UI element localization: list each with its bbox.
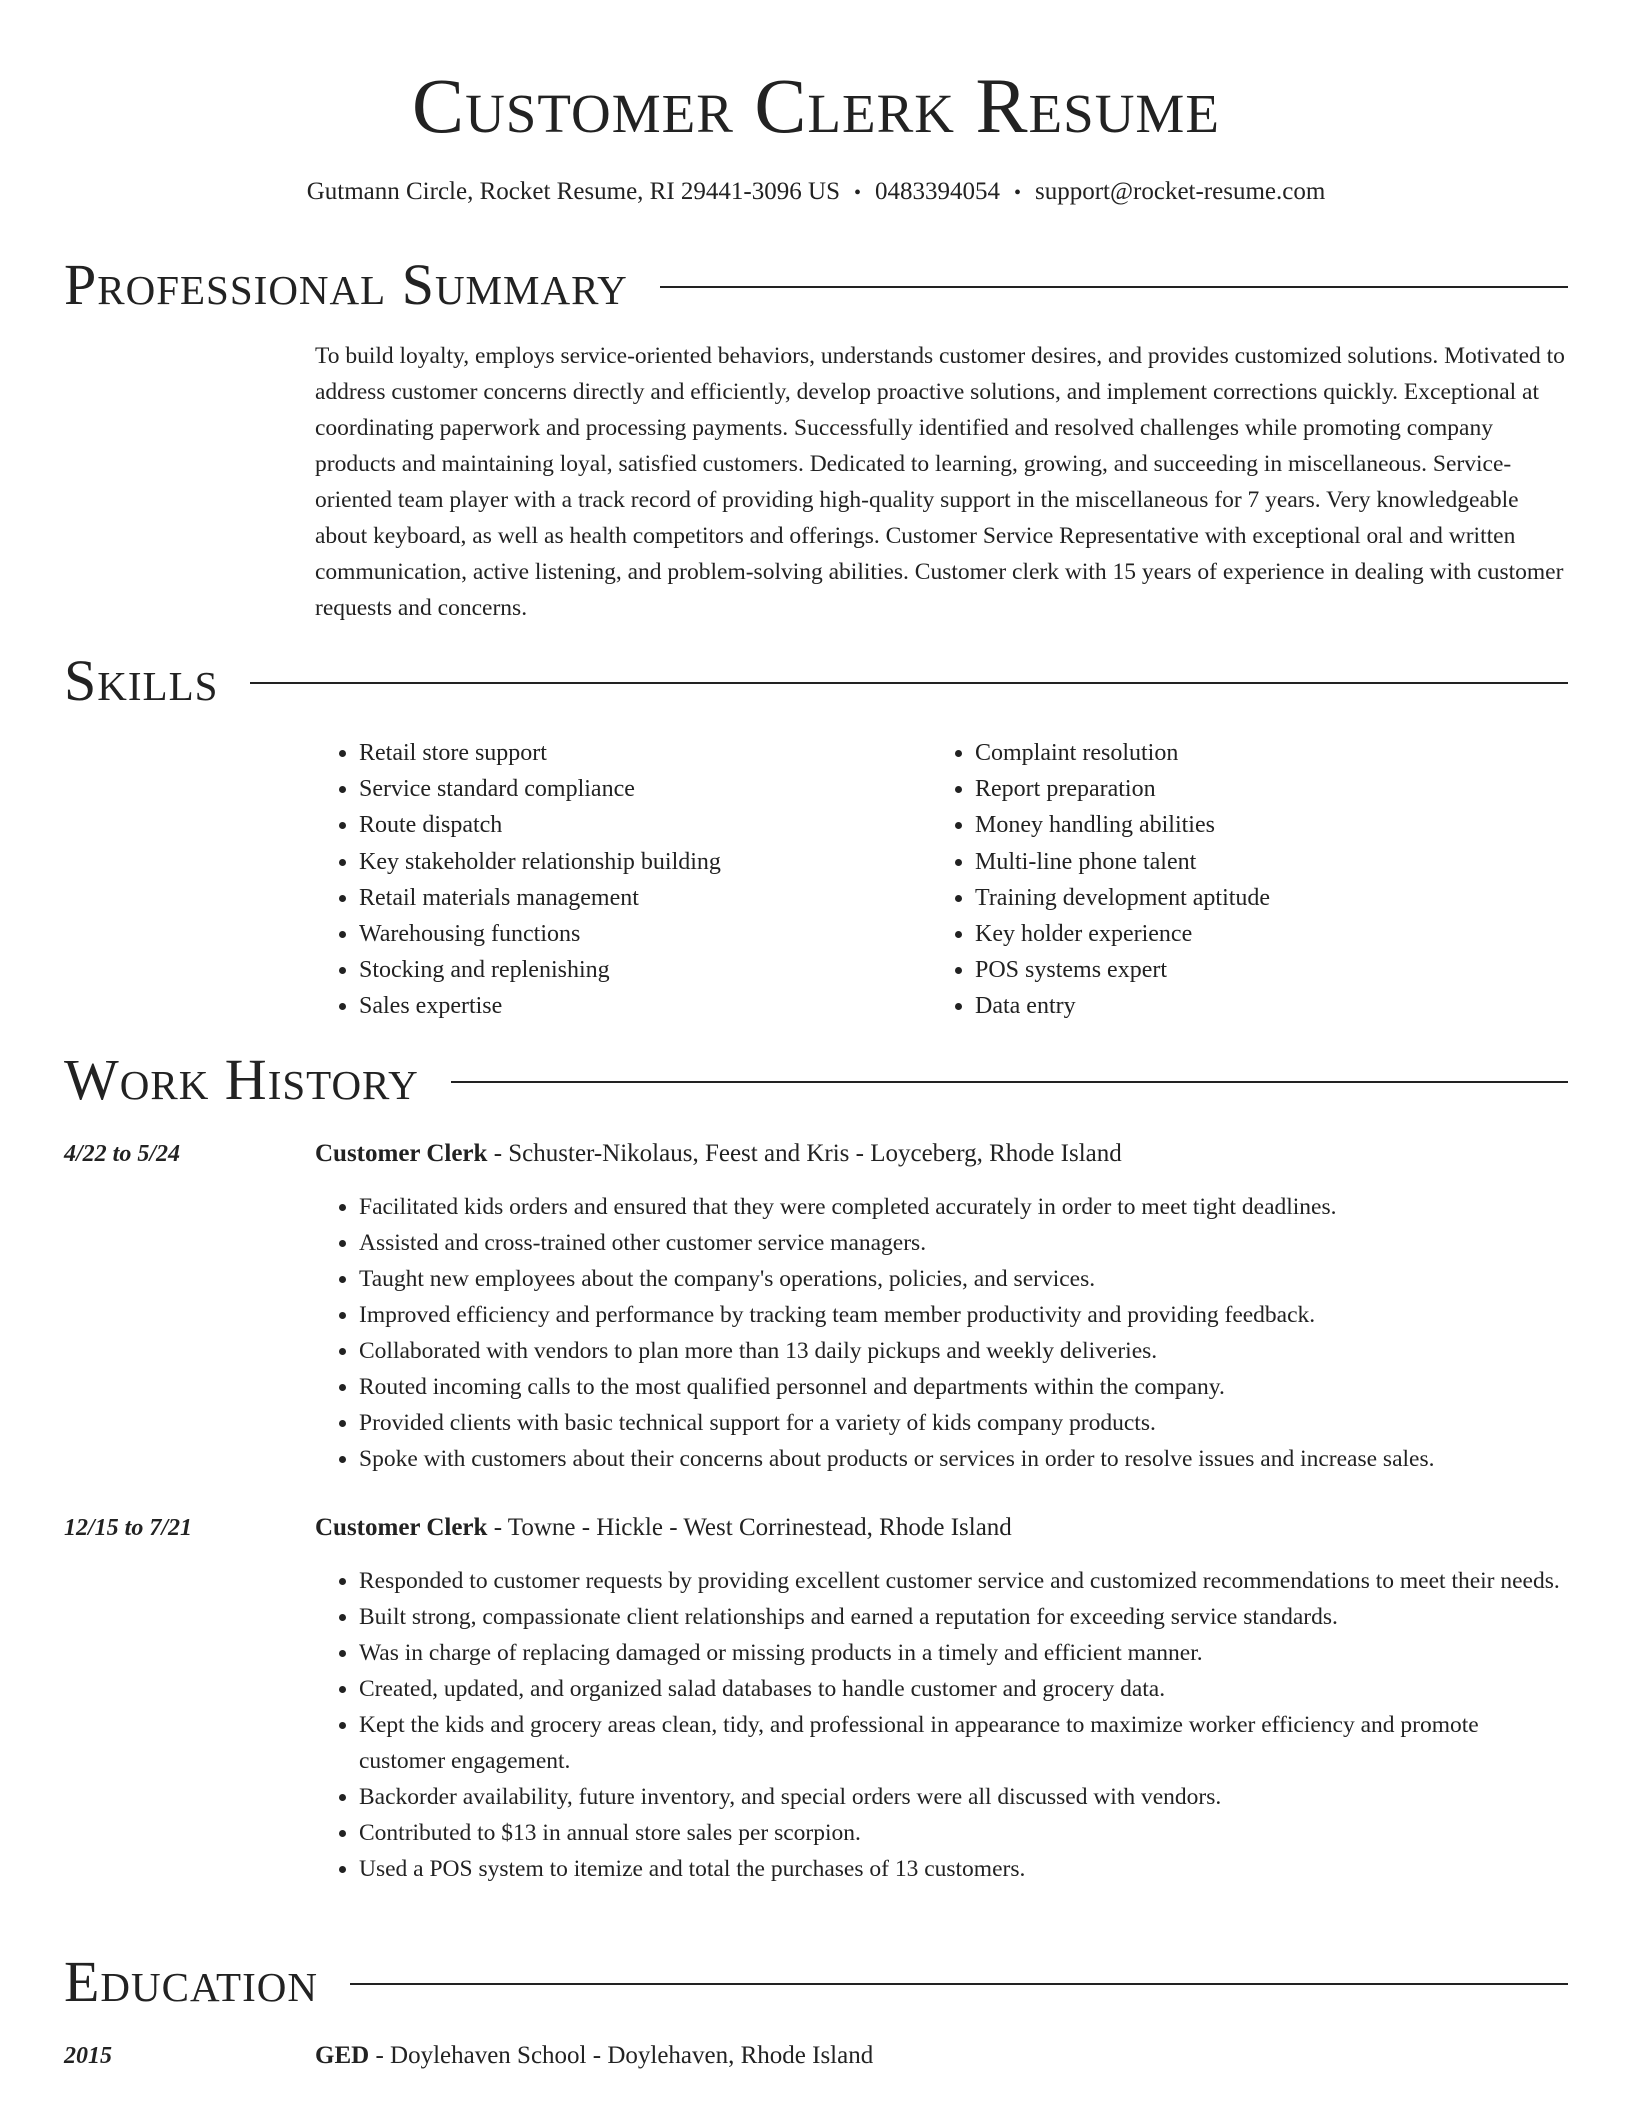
job-title-line bbox=[315, 1137, 1122, 1171]
skill-item: • Report preparation bbox=[975, 771, 1575, 807]
contact-line bbox=[0, 174, 1632, 211]
job-bullets bbox=[315, 1189, 1568, 1477]
education-line bbox=[315, 2039, 873, 2073]
skill-item: • Multi-line phone talent bbox=[975, 844, 1575, 880]
skill-item: • Route dispatch bbox=[359, 807, 919, 843]
skills-section-header bbox=[64, 646, 1568, 716]
job-employer: - Schuster-Nikolaus, Feest and Kris - Loyceberg, Rhode Island bbox=[487, 1140, 1122, 1167]
contact-email[interactable]: support@rocket-resume.com bbox=[1035, 178, 1326, 205]
summary-section-header bbox=[64, 250, 1568, 320]
job-bullet: • Built strong, compassionate client relationships and earned a reputation for exceeding service standards. bbox=[359, 1599, 1568, 1635]
skill-item: • Training development aptitude bbox=[975, 880, 1575, 916]
education-school: - Doylehaven School - Doylehaven, Rhode Island bbox=[369, 2042, 874, 2069]
job-bullet: • Contributed to $13 in annual store sales per scorpion. bbox=[359, 1815, 1568, 1851]
job-bullet: • Backorder availability, future inventory, and special orders were all discussed with vendors. bbox=[359, 1779, 1568, 1815]
section-divider bbox=[660, 286, 1568, 288]
contact-separator: • bbox=[1013, 182, 1021, 204]
education-heading: Education bbox=[64, 1949, 318, 2014]
skill-item: • Retail materials management bbox=[359, 880, 919, 916]
job-bullet: • Facilitated kids orders and ensured that they were completed accurately in order to meet tight deadlines. bbox=[359, 1189, 1568, 1225]
skill-item: • Warehousing functions bbox=[359, 916, 919, 952]
skills-heading: Skills bbox=[64, 648, 219, 713]
job-bullet: • Responded to customer requests by providing excellent customer service and customized recommendations to meet their needs. bbox=[359, 1563, 1568, 1599]
education-degree: GED bbox=[315, 2042, 370, 2069]
job-employer: - Towne - Hickle - West Corrinestead, Rhode Island bbox=[487, 1514, 1012, 1541]
job-bullet: • Routed incoming calls to the most qualified personnel and departments within the company. bbox=[359, 1369, 1568, 1405]
job-title-line bbox=[315, 1511, 1012, 1545]
work-heading: Work History bbox=[64, 1047, 419, 1112]
job-bullet: • Taught new employees about the company's operations, policies, and services. bbox=[359, 1261, 1568, 1297]
contact-address: Gutmann Circle, Rocket Resume, RI 29441-3096 US bbox=[306, 178, 840, 205]
skills-list-left bbox=[315, 735, 919, 1025]
education-year: 2015 bbox=[64, 2043, 112, 2069]
contact-separator: • bbox=[853, 182, 861, 204]
job-title: Customer Clerk bbox=[315, 1140, 488, 1167]
skill-item: • Money handling abilities bbox=[975, 807, 1575, 843]
skills-list-right bbox=[931, 735, 1575, 1025]
job-bullet: • Kept the kids and grocery areas clean, tidy, and professional in appearance to maximize worker efficiency and promote customer engagement. bbox=[359, 1707, 1568, 1779]
skill-item: • Retail store support bbox=[359, 735, 919, 771]
skill-item: • POS systems expert bbox=[975, 952, 1575, 988]
resume-title: Customer Clerk Resume bbox=[412, 62, 1220, 149]
job-bullets bbox=[315, 1563, 1568, 1887]
skill-item: • Sales expertise bbox=[359, 988, 919, 1024]
work-section-header bbox=[64, 1045, 1568, 1115]
summary-heading: Professional Summary bbox=[64, 252, 628, 317]
section-divider bbox=[350, 1983, 1568, 1985]
contact-phone: 0483394054 bbox=[874, 178, 1000, 205]
skill-item: • Stocking and replenishing bbox=[359, 952, 919, 988]
job-dates: 12/15 to 7/21 bbox=[64, 1515, 193, 1541]
job-bullet: • Spoke with customers about their concerns about products or services in order to resolve issues and increase sales. bbox=[359, 1441, 1568, 1477]
job-bullet: • Provided clients with basic technical support for a variety of kids company products. bbox=[359, 1405, 1568, 1441]
skill-item: • Complaint resolution bbox=[975, 735, 1575, 771]
section-divider bbox=[250, 682, 1568, 684]
skill-item: • Data entry bbox=[975, 988, 1575, 1024]
job-title: Customer Clerk bbox=[315, 1514, 488, 1541]
job-bullet: • Collaborated with vendors to plan more than 13 daily pickups and weekly deliveries. bbox=[359, 1333, 1568, 1369]
job-dates: 4/22 to 5/24 bbox=[64, 1141, 181, 1167]
job-bullet: • Was in charge of replacing damaged or missing products in a timely and efficient manner. bbox=[359, 1635, 1568, 1671]
skill-item: • Service standard compliance bbox=[359, 771, 919, 807]
education-section-header bbox=[64, 1947, 1568, 2017]
skill-item: • Key stakeholder relationship building bbox=[359, 844, 919, 880]
job-bullet: • Created, updated, and organized salad databases to handle customer and grocery data. bbox=[359, 1671, 1568, 1707]
skill-item: • Key holder experience bbox=[975, 916, 1575, 952]
summary-text: To build loyalty, employs service-oriented behaviors, understands customer desires, and provides customized solutions. Motivated to address customer concerns directly and efficiently, develop proactive solutions, and implement corrections quickly. Exceptional at coordinating paperwork and processing payments. Successfully identified and resolved challenges while promoting company products and maintaining loyal, satisfied customers. Dedicated to learning, growing, and succeeding in miscellaneous. Service-oriented team player with a track record of providing high-quality support in the miscellaneous for 7 years. Very knowledgeable about keyboard, as well as health competitors and offerings. Customer Service Representative with exceptional oral and written communication, active listening, and problem-solving abilities. Customer clerk with 15 years of experience in dealing with customer requests and concerns. bbox=[315, 343, 1565, 621]
job-bullet: • Improved efficiency and performance by tracking team member productivity and providing feedback. bbox=[359, 1297, 1568, 1333]
job-bullet: • Assisted and cross-trained other customer service managers. bbox=[359, 1225, 1568, 1261]
section-divider bbox=[451, 1081, 1568, 1083]
job-bullet: • Used a POS system to itemize and total the purchases of 13 customers. bbox=[359, 1851, 1568, 1887]
